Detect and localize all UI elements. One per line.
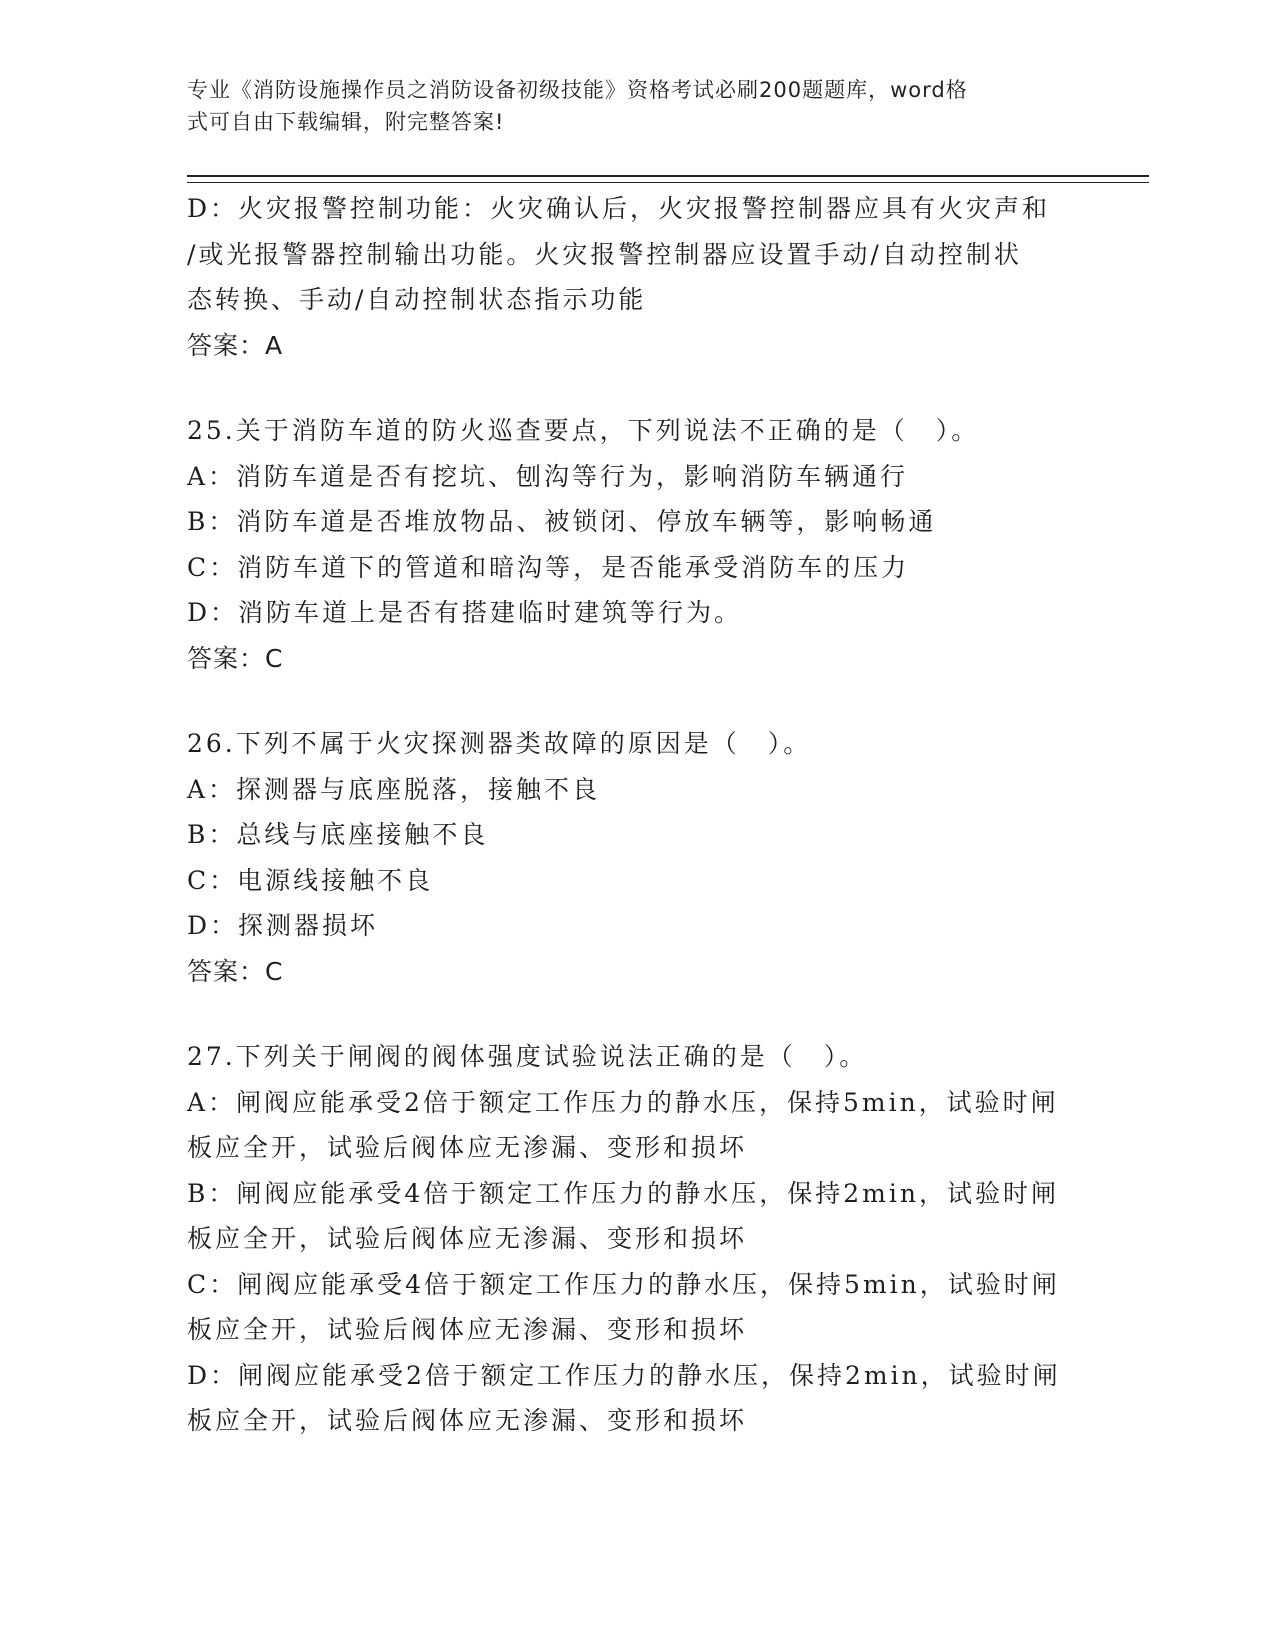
carryover-question-tail: [187, 186, 1087, 368]
question-stem: 25.关于消防车道的防火巡查要点，下列说法不正确的是（ ）。: [187, 416, 980, 445]
option-a-continued: 板应全开，试验后阀体应无渗漏、变形和损坏: [187, 1133, 748, 1162]
option-a: A：消防车道是否有挖坑、刨沟等行为，影响消防车辆通行: [187, 461, 909, 491]
option-b-continued: 板应全开，试验后阀体应无渗漏、变形和损坏: [187, 1224, 748, 1253]
answer-text: 答案：C: [187, 956, 284, 986]
answer-text: 答案：A: [187, 330, 284, 360]
question-stem: 27.下列关于闸阀的阀体强度试验说法正确的是（ ）。: [187, 1042, 868, 1071]
option-b: B：总线与底座接触不良: [187, 820, 489, 849]
option-c: C：消防车道下的管道和暗沟等，是否能承受消防车的压力: [187, 552, 910, 582]
option-c: C：电源线接触不良: [187, 865, 434, 895]
option-b: B：消防车道是否堆放物品、被锁闭、停放车辆等，影响畅通: [187, 507, 937, 536]
option-line: 态转换、手动/自动控制状态指示功能: [187, 285, 647, 314]
question-27: [187, 1034, 1087, 1444]
option-d-continued: 板应全开，试验后阀体应无渗漏、变形和损坏: [187, 1406, 748, 1435]
header-divider-thin: [187, 182, 1149, 183]
header-line-1: 专业《消防设施操作员之消防设备初级技能》资格考试必刷200题题库，word格: [187, 78, 968, 102]
option-d: D：消防车道上是否有搭建临时建筑等行为。: [187, 598, 743, 627]
option-b: B：闸阀应能承受4倍于额定工作压力的静水压，保持2min，试验时闸: [187, 1178, 1059, 1208]
option-c-continued: 板应全开，试验后阀体应无渗漏、变形和损坏: [187, 1315, 748, 1344]
document-body: [187, 186, 1087, 1444]
option-a: A：探测器与底座脱落，接触不良: [187, 774, 601, 804]
question-stem: 26.下列不属于火灾探测器类故障的原因是（ ）。: [187, 729, 812, 758]
option-a: A：闸阀应能承受2倍于额定工作压力的静水压，保持5min，试验时闸: [187, 1087, 1059, 1117]
question-26: [187, 721, 1087, 994]
option-line: D：火灾报警控制功能：火灾确认后，火灾报警控制器应具有火灾声和: [187, 194, 1051, 223]
document-header: [187, 74, 1087, 138]
header-divider-thick: [187, 175, 1149, 177]
option-d: D：探测器损坏: [187, 911, 379, 940]
question-25: [187, 408, 1087, 681]
option-d: D：闸阀应能承受2倍于额定工作压力的静水压，保持2min，试验时闸: [187, 1360, 1061, 1390]
answer-text: 答案：C: [187, 643, 284, 673]
header-line-2: 式可自由下载编辑，附完整答案!: [187, 110, 505, 134]
option-c: C：闸阀应能承受4倍于额定工作压力的静水压，保持5min，试验时闸: [187, 1269, 1060, 1299]
option-line: /或光报警器控制输出功能。火灾报警控制器应设置手动/自动控制状: [187, 239, 1022, 269]
